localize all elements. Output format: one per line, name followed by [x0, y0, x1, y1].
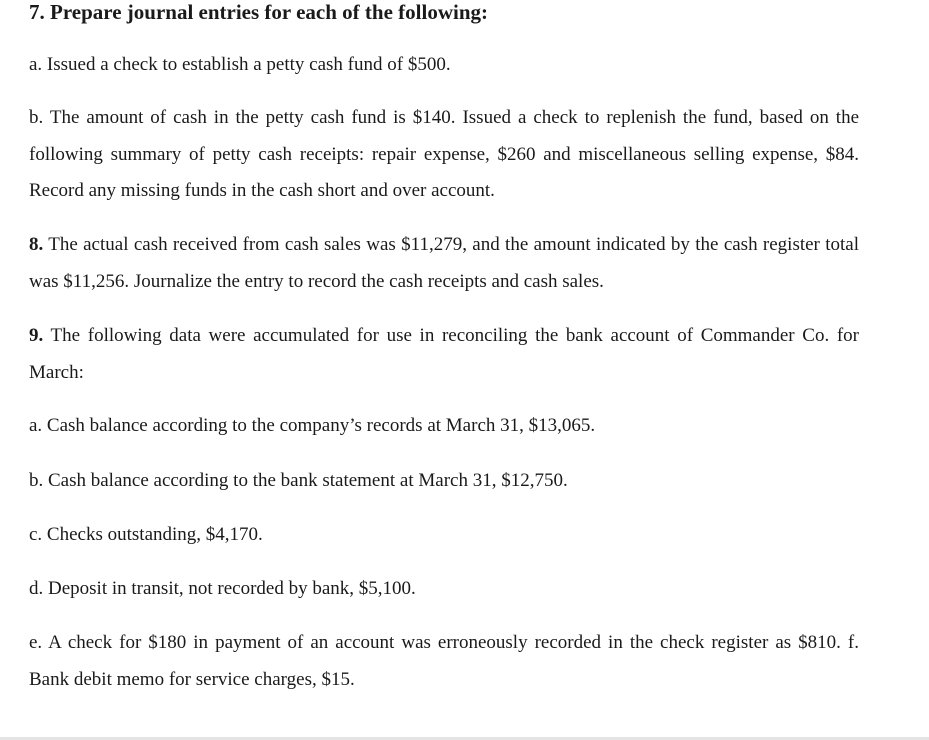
question-9-part-a: a. Cash balance according to the company’s records at March 31, $13,065. [29, 415, 596, 436]
question-7-part-b: b. The amount of cash in the petty cash fund is $140. Issued a check to replenish the fund, based on the following summary of petty cash receipts: repair expense, $260 and miscellaneous selling expense, $84. Record any missing funds in the cash short and over account. [29, 107, 859, 201]
question-9-intro [29, 318, 859, 391]
question-9-part-b: b. Cash balance according to the bank statement at March 31, $12,750. [29, 470, 568, 491]
question-7-part-a: a. Issued a check to establish a petty cash fund of $500. [29, 54, 451, 75]
question-8 [29, 227, 859, 300]
question-9-part-e: e. A check for $180 in payment of an account was erroneously recorded in the check register as $810. f. Bank debit memo for service charges, $15. [29, 632, 859, 690]
question-7-heading: 7. Prepare journal entries for each of the following: [29, 0, 489, 24]
question-9-part-d: d. Deposit in transit, not recorded by bank, $5,100. [29, 578, 416, 599]
question-9-part-c: c. Checks outstanding, $4,170. [29, 524, 263, 545]
question-9-number: 9. [29, 325, 44, 346]
question-8-text: The actual cash received from cash sales was $11,279, and the amount indicated by the cash register total was $11,256. Journalize the entry to record the cash receipts and cash sales. [29, 234, 859, 292]
question-8-number: 8. [29, 234, 44, 255]
question-9-text: The following data were accumulated for use in reconciling the bank account of Commander Co. for March: [29, 325, 859, 383]
